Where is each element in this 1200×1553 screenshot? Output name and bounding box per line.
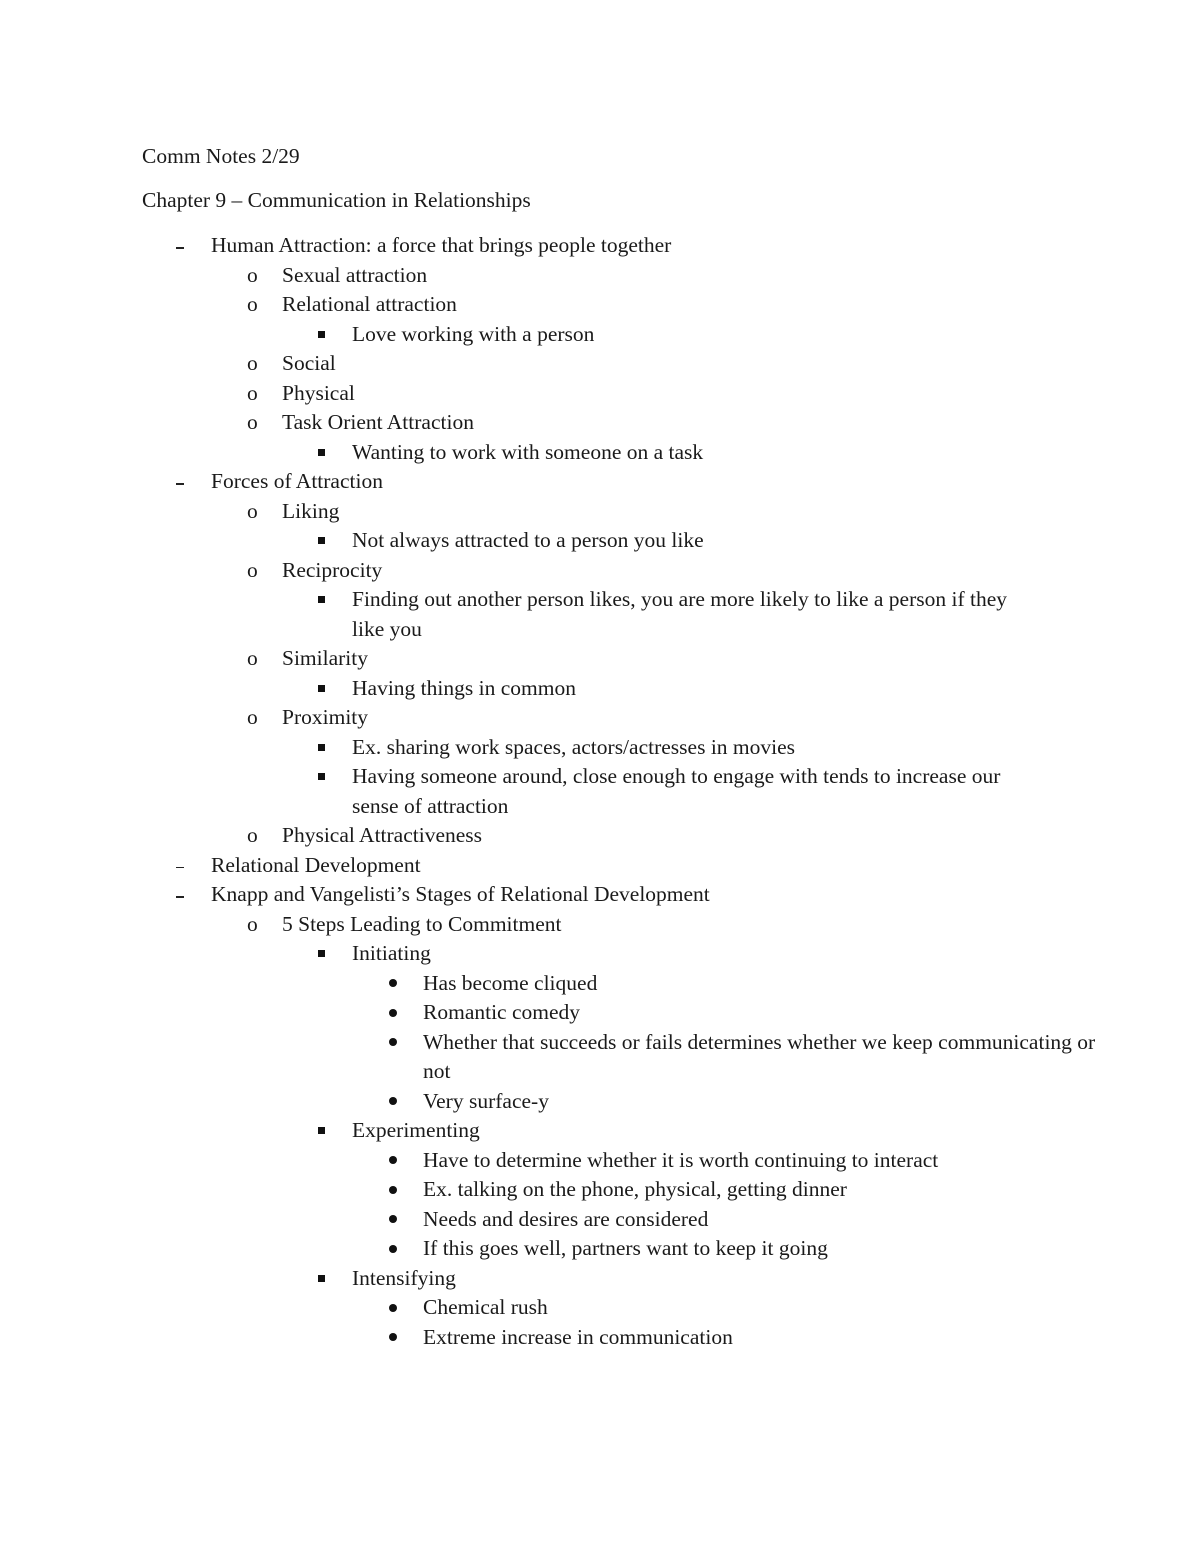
- circle-bullet-icon: [247, 349, 258, 379]
- circle-bullet-icon: [247, 261, 258, 291]
- outline-item: [0, 1087, 1200, 1117]
- outline-item: [0, 939, 1200, 969]
- outline-item-text: Task Orient Attraction: [282, 410, 474, 434]
- outline-item: [0, 349, 1200, 379]
- square-bullet-icon: [318, 438, 325, 468]
- outline-item: [0, 733, 1200, 763]
- outline-item: [0, 261, 1200, 291]
- dot-bullet-icon: [389, 1087, 397, 1117]
- square-bullet-icon: [318, 1116, 325, 1146]
- dot-bullet-icon: [389, 1146, 397, 1176]
- outline-item: [0, 408, 1200, 438]
- outline-item: [0, 497, 1200, 527]
- outline-item: [0, 880, 1200, 910]
- circle-bullet-icon: [247, 497, 258, 527]
- outline-item-text: Relational Development: [211, 852, 421, 877]
- square-bullet-icon: [318, 320, 325, 350]
- square-bullet-icon: [318, 939, 325, 969]
- dot-bullet-icon: [389, 1323, 397, 1353]
- circle-bullet-icon: [247, 290, 258, 320]
- outline-item: [0, 585, 1200, 644]
- square-bullet-icon: [318, 526, 325, 556]
- dash-bullet-icon: [176, 880, 190, 910]
- outline-item-text: Having things in common: [352, 675, 576, 700]
- outline-item-text: Ex. talking on the phone, physical, getting dinner: [423, 1177, 847, 1201]
- outline-item-text: Has become cliqued: [423, 970, 598, 995]
- outline-item: [0, 1293, 1200, 1323]
- outline-item-text: Love working with a person: [352, 321, 595, 346]
- outline-item: [0, 762, 1200, 821]
- outline-item: [0, 1028, 1200, 1087]
- outline-item: [0, 644, 1200, 674]
- outline-item: [0, 1264, 1200, 1294]
- dot-bullet-icon: [389, 1205, 397, 1235]
- outline-item-text: Physical Attractiveness: [282, 823, 483, 847]
- circle-bullet-icon: [247, 821, 258, 851]
- circle-bullet-icon: [247, 379, 258, 409]
- outline-item: [0, 1234, 1200, 1264]
- outline-item-text: Relational attraction: [282, 292, 457, 316]
- outline-item-text: Experimenting: [352, 1118, 480, 1142]
- outline-item: [0, 1146, 1200, 1176]
- outline-item: [0, 1116, 1200, 1146]
- outline-item: [0, 379, 1200, 409]
- outline-item-text: Proximity: [282, 705, 369, 729]
- outline-item: [0, 231, 1200, 261]
- outline-item: [0, 556, 1200, 586]
- outline-item-text: Needs and desires are considered: [423, 1206, 709, 1231]
- outline-item: [0, 290, 1200, 320]
- outline-item-text: Whether that succeeds or fails determines whether we keep communicating or not: [423, 1029, 1096, 1083]
- outline-item-text: Wanting to work with someone on a task: [352, 439, 704, 464]
- circle-bullet-icon: [247, 644, 258, 674]
- outline-item: [0, 1323, 1200, 1353]
- circle-bullet-icon: [247, 556, 258, 586]
- outline-item-text: Physical: [282, 380, 355, 405]
- chapter-heading: Chapter 9 – Communication in Relationships: [142, 188, 531, 212]
- dot-bullet-icon: [389, 969, 397, 999]
- outline-item: [0, 910, 1200, 940]
- outline-item-text: Liking: [282, 498, 340, 523]
- dash-bullet-icon: [176, 851, 190, 881]
- outline-item: [0, 674, 1200, 704]
- outline-item: [0, 969, 1200, 999]
- dot-bullet-icon: [389, 1175, 397, 1205]
- dot-bullet-icon: [389, 1028, 397, 1058]
- outline-item: [0, 467, 1200, 497]
- outline-item-text: Extreme increase in communication: [423, 1324, 733, 1349]
- circle-bullet-icon: [247, 703, 258, 733]
- outline-item-text: Initiating: [352, 941, 431, 965]
- outline-item: [0, 821, 1200, 851]
- outline-item: [0, 851, 1200, 881]
- outline-item-text: Similarity: [282, 646, 368, 670]
- square-bullet-icon: [318, 1264, 325, 1294]
- square-bullet-icon: [318, 762, 325, 792]
- outline-item-text: Ex. sharing work spaces, actors/actresses in movies: [352, 734, 796, 759]
- dot-bullet-icon: [389, 998, 397, 1028]
- outline-item-text: Very surface-y: [423, 1088, 549, 1113]
- outline-item: [0, 526, 1200, 556]
- circle-bullet-icon: [247, 910, 258, 940]
- outline-item: [0, 703, 1200, 733]
- square-bullet-icon: [318, 733, 325, 763]
- dash-bullet-icon: [176, 467, 190, 497]
- square-bullet-icon: [318, 585, 325, 615]
- dot-bullet-icon: [389, 1293, 397, 1323]
- outline-item-text: Knapp and Vangelisti’s Stages of Relational Development: [211, 882, 710, 906]
- page-title: Comm Notes 2/29: [142, 144, 300, 168]
- outline-item-text: Not always attracted to a person you like: [352, 528, 704, 552]
- outline-item-text: Finding out another person likes, you are more likely to like a person if they like you: [352, 587, 1008, 641]
- outline-item: [0, 320, 1200, 350]
- outline-item-text: Sexual attraction: [282, 262, 428, 287]
- outline-item-text: Romantic comedy: [423, 1000, 581, 1024]
- notes-outline: [0, 231, 1200, 1352]
- outline-item-text: If this goes well, partners want to keep it going: [423, 1236, 828, 1260]
- outline-item-text: 5 Steps Leading to Commitment: [282, 911, 562, 936]
- outline-item-text: Chemical rush: [423, 1295, 548, 1319]
- dash-bullet-icon: [176, 231, 190, 261]
- outline-item-text: Having someone around, close enough to engage with tends to increase our sense of attraction: [352, 764, 1001, 818]
- outline-item-text: Social: [282, 351, 336, 375]
- outline-item: [0, 998, 1200, 1028]
- outline-item-text: Have to determine whether it is worth continuing to interact: [423, 1147, 939, 1172]
- outline-item: [0, 1205, 1200, 1235]
- dot-bullet-icon: [389, 1234, 397, 1264]
- outline-item-text: Reciprocity: [282, 557, 383, 582]
- outline-item-text: Intensifying: [352, 1265, 456, 1290]
- outline-item-text: Forces of Attraction: [211, 469, 383, 493]
- circle-bullet-icon: [247, 408, 258, 438]
- outline-item: [0, 438, 1200, 468]
- outline-item: [0, 1175, 1200, 1205]
- outline-item-text: Human Attraction: a force that brings people together: [211, 233, 672, 257]
- square-bullet-icon: [318, 674, 325, 704]
